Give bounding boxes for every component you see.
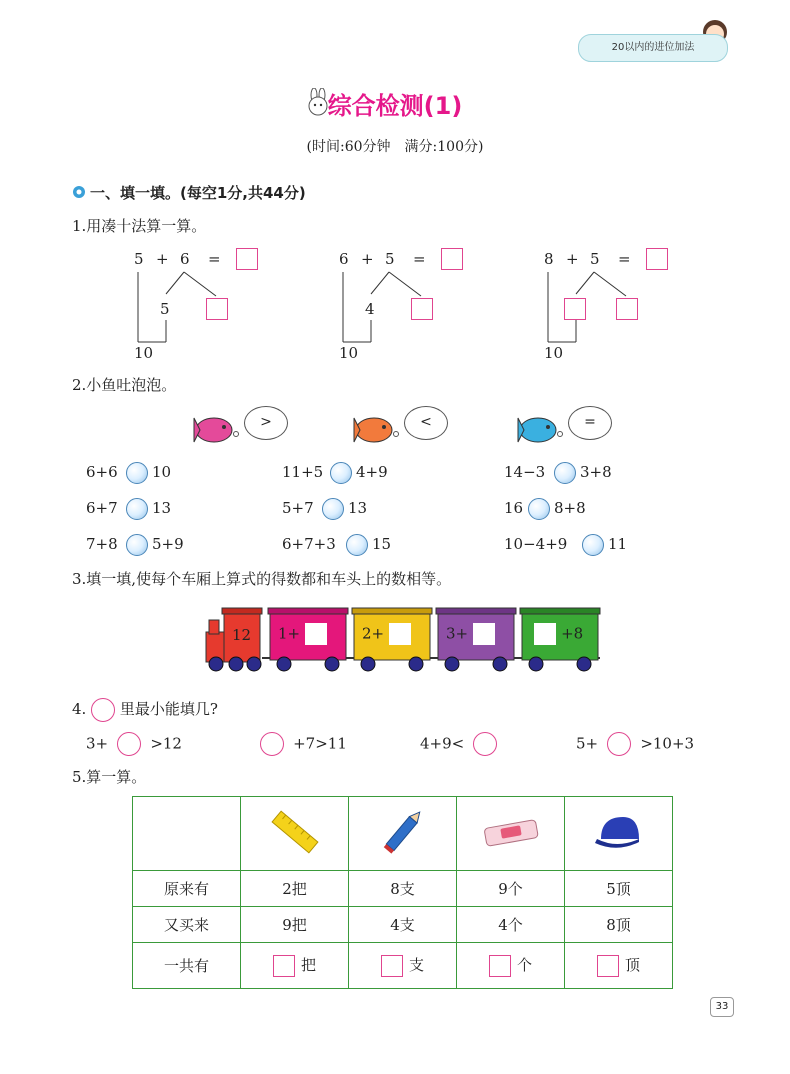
q4-post: >10+3 [640,734,695,753]
table-cell: 9把 [241,907,349,943]
table-cell: 9个 [457,871,565,907]
split-box-right[interactable] [616,298,638,320]
wagon-4 [534,623,583,645]
plus-sign: + [566,250,579,268]
page-number: 33 [710,997,734,1017]
q5-table [132,796,673,989]
q4-post: >12 [150,734,182,753]
compare-left: 5+7 [282,499,314,517]
addend-b: 5 [590,250,600,268]
fish-pink-icon [190,412,242,452]
answer-circle[interactable] [260,732,284,756]
split-part: 5 [160,300,170,318]
compare-bubble[interactable] [346,534,368,556]
split-box-left[interactable] [564,298,586,320]
table-header-row [133,797,673,871]
compare-right: 11 [608,535,628,553]
table-cell [565,943,673,989]
compare-left: 6+7+3 [282,535,336,553]
train [204,606,604,672]
plus-sign: + [361,250,374,268]
wagon-2 [362,623,411,645]
q4-item-3 [420,732,501,756]
wagon-answer-box[interactable] [473,623,495,645]
wagon-1 [278,623,327,645]
ruler-cell [241,797,349,871]
bubble-sign-greater: > [244,406,288,440]
cap-cell [565,797,673,871]
q4-item-2 [256,732,347,756]
page-title: 综合检测(1) [327,92,463,120]
table-cell: 4个 [457,907,565,943]
compare-bubble[interactable] [330,462,352,484]
q4-pre: 3+ [86,734,109,753]
table-row [133,907,673,943]
q4-post: +7>11 [293,734,347,753]
q5-label: 5.算一算。 [72,768,147,786]
q4-pre: 5+ [576,734,599,753]
pencil-case-icon [481,812,541,852]
compare-right: 13 [348,499,368,517]
equals-sign: = [208,250,221,268]
compare-left: 16 [504,499,524,517]
compare-bubble[interactable] [582,534,604,556]
table-cell: 2把 [241,871,349,907]
answer-box[interactable] [381,955,403,977]
ten-value: 10 [134,344,154,362]
compare-bubble[interactable] [126,462,148,484]
cap-icon [589,809,649,855]
compare-bubble[interactable] [528,498,550,520]
compare-bubble[interactable] [126,534,148,556]
unit: 把 [300,956,316,974]
table-cell [241,943,349,989]
fish-orange-icon [350,412,402,452]
q1-label: 1.用凑十法算一算。 [72,217,207,235]
circle-symbol [91,698,115,722]
equals-sign: = [413,250,426,268]
compare-bubble[interactable] [554,462,576,484]
chapter-banner: 20以内的进位加法 [578,34,728,62]
compare-left: 10−4+9 [504,535,568,553]
q4-item-4 [576,732,694,756]
q2-label: 2.小鱼吐泡泡。 [72,376,177,394]
compare-right: 13 [152,499,172,517]
split-box[interactable] [206,298,228,320]
q4-pre: 4+9< [420,734,465,753]
section-heading: 一、填一填。(每空1分,共44分) [90,184,306,202]
compare-left: 6+6 [86,463,118,481]
addend-a: 6 [339,250,349,268]
equals-sign: = [618,250,631,268]
ten-value: 10 [339,344,359,362]
wagon-answer-box[interactable] [305,623,327,645]
compare-right: 4+9 [356,463,388,481]
compare-left: 6+7 [86,499,118,517]
q3-label: 3.填一填,使每个车厢上算式的得数都和车头上的数相等。 [72,570,452,588]
q4-item-1 [86,732,182,756]
wagon-expression: +8 [561,624,584,643]
compare-bubble[interactable] [126,498,148,520]
subtitle: (时间:60分钟 满分:100分) [306,139,484,155]
empty-header-cell [133,797,241,871]
answer-box[interactable] [597,955,619,977]
ten-value: 10 [544,344,564,362]
table-row [133,871,673,907]
answer-circle[interactable] [473,732,497,756]
pencil-case-cell [457,797,565,871]
pencil-cell [349,797,457,871]
answer-box[interactable] [273,955,295,977]
table-cell [457,943,565,989]
compare-right: 5+9 [152,535,184,553]
answer-box[interactable] [489,955,511,977]
wagon-answer-box[interactable] [534,623,556,645]
compare-right: 15 [372,535,392,553]
compare-right: 3+8 [580,463,612,481]
unit: 个 [516,956,532,974]
q1-item-1 [128,246,278,366]
q4-label [72,698,218,722]
compare-right: 8+8 [554,499,586,517]
addend-a: 5 [134,250,144,268]
q1-item-2 [333,246,483,366]
wagon-3 [446,623,495,645]
compare-left: 14−3 [504,463,546,481]
fish-blue-icon [514,412,566,452]
unit: 顶 [624,956,640,974]
wagon-expression: 1+ [278,624,301,643]
addend-b: 5 [385,250,395,268]
q4-number: 4. [72,700,87,718]
row-label: 原来有 [133,871,241,907]
split-part: 4 [365,300,375,318]
answer-circle[interactable] [607,732,631,756]
compare-left: 7+8 [86,535,118,553]
answer-circle[interactable] [117,732,141,756]
wagon-expression: 2+ [362,624,385,643]
row-label: 又买来 [133,907,241,943]
row-label: 一共有 [133,943,241,989]
engine-number: 12 [232,626,252,644]
q4-text: 里最小能填几? [119,700,218,718]
compare-bubble[interactable] [322,498,344,520]
bubble-sign-less: < [404,406,448,440]
ruler-icon [265,807,325,857]
bubble-sign-equal: = [568,406,612,440]
pencil-icon [373,805,433,859]
table-cell [349,943,457,989]
compare-left: 11+5 [282,463,324,481]
table-cell: 5顶 [565,871,673,907]
unit: 支 [408,956,424,974]
snowflake-icon [72,184,86,203]
table-cell: 8顶 [565,907,673,943]
plus-sign: + [156,250,169,268]
split-box[interactable] [411,298,433,320]
table-cell: 4支 [349,907,457,943]
table-row [133,943,673,989]
compare-right: 10 [152,463,172,481]
wagon-expression: 3+ [446,624,469,643]
addend-b: 6 [180,250,190,268]
addend-a: 8 [544,250,554,268]
wagon-answer-box[interactable] [389,623,411,645]
table-cell: 8支 [349,871,457,907]
q1-item-3 [538,246,688,366]
